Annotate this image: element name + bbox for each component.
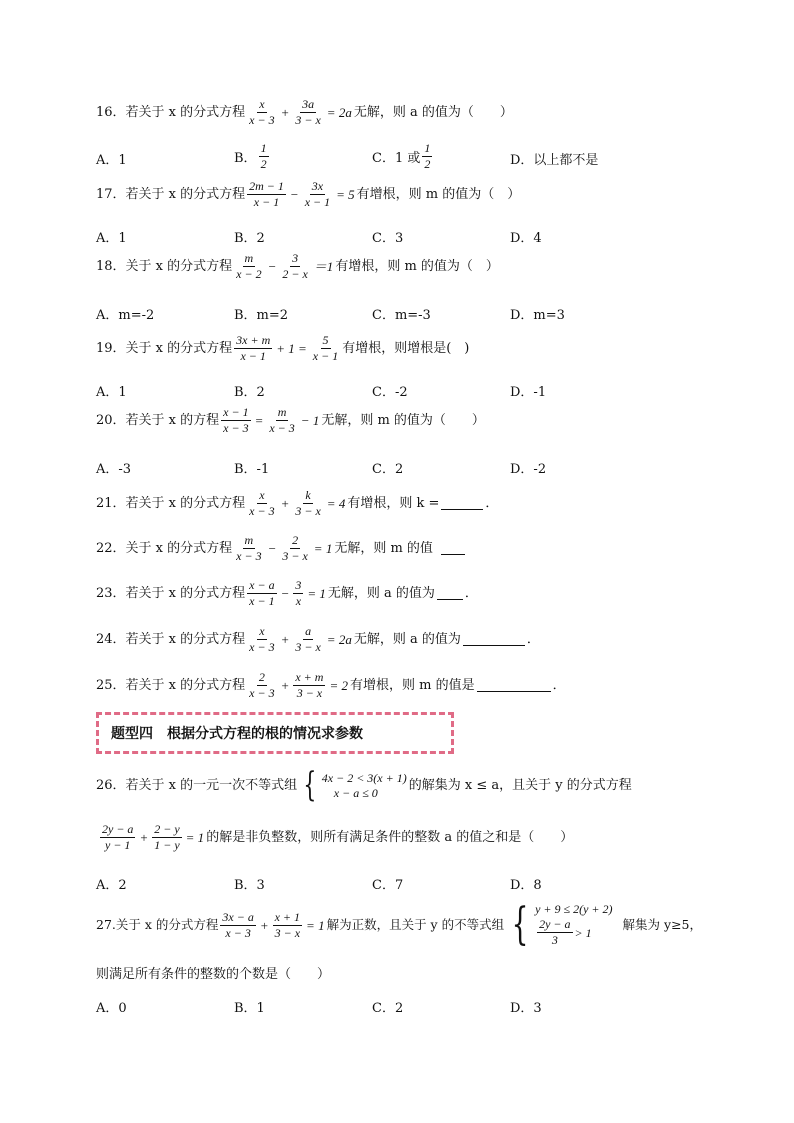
q16-fraction-2: $\frac{3a}{3 - x}$	[295, 97, 321, 127]
q19-option-a: A．1	[96, 385, 127, 400]
q17-option-d: D．4	[510, 231, 542, 246]
q20-option-d: D．-2	[510, 462, 547, 477]
q17-option-b: B．2	[234, 231, 265, 246]
q20-option-c: C．2	[372, 462, 404, 477]
q16-option-d: D．以上都不是	[510, 153, 599, 168]
q26-inequality-system: { 4x − 2 < 3(x + 1) x − a ≤ 0	[303, 765, 407, 805]
q17-option-a: A．1	[96, 231, 127, 246]
section-title: 题型四 根据分式方程的根的情况求参数	[111, 726, 363, 742]
question-26: 26．若关于 x 的一元一次不等式组 { 4x − 2 < 3(x + 1) x − a ≤ 0 的解集为 x ≤ a，且关于 y 的分式方程	[96, 765, 632, 805]
q18-option-d: D．m=3	[510, 308, 565, 323]
q27-inequality-system: { y + 9 ≤ 2(y + 2) $\frac{2y - a}{3}$ > 1	[511, 899, 613, 950]
q27-option-c: C．2	[372, 1001, 404, 1016]
section-header	[96, 712, 454, 754]
q27-option-d: D．3	[510, 1001, 542, 1016]
question-25: 25．若关于 x 的分式方程 $\frac{2}{x - 3}$ + $\frac{x + m}{3 - x}$ = 2 有增根，则 m 的值是 ．	[96, 670, 566, 700]
question-18: 18．关于 x 的分式方程 $\frac{m}{x - 2}$ − $\frac{3}{2 - x}$ ＝1 有增根，则 m 的值为（ ）	[96, 251, 499, 281]
question-26-cont: $\frac{2y - a}{y - 1}$ + $\frac{2 - y}{1 - y}$ = 1 的解是非负整数，则所有满足条件的整数 a 的值之和是（ ）	[102, 822, 574, 852]
q19-option-b: B．2	[234, 385, 265, 400]
q27-option-a: A．0	[96, 1001, 127, 1016]
q16-option-a: A．1	[96, 153, 127, 168]
q16-option-b: B． $\frac{1}{2}$	[234, 141, 267, 171]
q26-option-b: B．3	[234, 878, 265, 893]
q22-answer-blank	[441, 542, 465, 555]
q20-option-b: B．-1	[234, 462, 270, 477]
q18-option-c: C．m=-3	[372, 308, 431, 323]
q17-option-c: C．3	[372, 231, 404, 246]
q18-option-a: A．m=-2	[96, 308, 155, 323]
question-24: 24．若关于 x 的分式方程 $\frac{x}{x - 3}$ + $\frac{a}{3 - x}$ = 2a 无解，则 a 的值为 ．	[96, 624, 540, 654]
question-27: 27.关于 x 的分式方程 $\frac{3x - a}{x - 3}$ + $\frac{x + 1}{3 - x}$ = 1 解为正数，且关于 y 的不等式组 { y + 9 ≤ 2(y + 2) $\frac{2y - a}{3}$ > 1 解集为 y≥5，	[96, 899, 702, 950]
question-21: 21．若关于 x 的分式方程 $\frac{x}{x - 3}$ + $\frac{k}{3 - x}$ = 4 有增根，则 k = ．	[96, 488, 499, 518]
q27-option-b: B．1	[234, 1001, 265, 1016]
question-20: 20．若关于 x 的方程 $\frac{x - 1}{x - 3}$ = $\frac{m}{x - 3}$ − 1 无解，则 m 的值为（ ）	[96, 405, 485, 435]
q26-option-c: C．7	[372, 878, 404, 893]
q16-stem: 16．若关于 x 的分式方程	[96, 104, 246, 120]
q26-option-d: D．8	[510, 878, 542, 893]
q16-tail: 无解，则 a 的值为（ ）	[353, 104, 513, 120]
q16-fraction-1: $\frac{x}{x - 3}$	[249, 97, 275, 127]
q20-option-a: A．-3	[96, 462, 132, 477]
question-22: 22．关于 x 的分式方程 $\frac{m}{x - 3}$ − $\frac{2}{3 - x}$ = 1 无解，则 m 的值	[96, 534, 467, 562]
q16-option-c: C．1 或 $\frac{1}{2}$	[372, 141, 431, 171]
q24-answer-blank	[463, 633, 525, 646]
q25-answer-blank	[477, 679, 551, 692]
question-16: 16．若关于 x 的分式方程 $\frac{x}{x - 3}$ + $\frac{3a}{3 - x}$ = 2a 无解，则 a 的值为（ ）	[96, 97, 513, 127]
question-23: 23．若关于 x 的分式方程 $\frac{x - a}{x - 1}$ − $\frac{3}{x}$ = 1 无解，则 a 的值为 ．	[96, 578, 478, 608]
question-17: 17．若关于 x 的分式方程 $\frac{2m - 1}{x - 1}$ − $\frac{3x}{x - 1}$ = 5 有增根，则 m 的值为（ ）	[96, 179, 521, 209]
q19-option-c: C．-2	[372, 385, 408, 400]
question-27-cont: 则满足所有条件的整数的个数是（ ）	[96, 967, 331, 982]
q23-answer-blank	[437, 587, 463, 600]
q21-answer-blank	[441, 497, 483, 510]
question-19: 19．关于 x 的分式方程 $\frac{3x + m}{x - 1}$ + 1 = $\frac{5}{x - 1}$ 有增根，则增根是( )	[96, 333, 470, 363]
q19-option-d: D．-1	[510, 385, 547, 400]
q26-option-a: A．2	[96, 878, 127, 893]
q18-option-b: B．m=2	[234, 308, 289, 323]
